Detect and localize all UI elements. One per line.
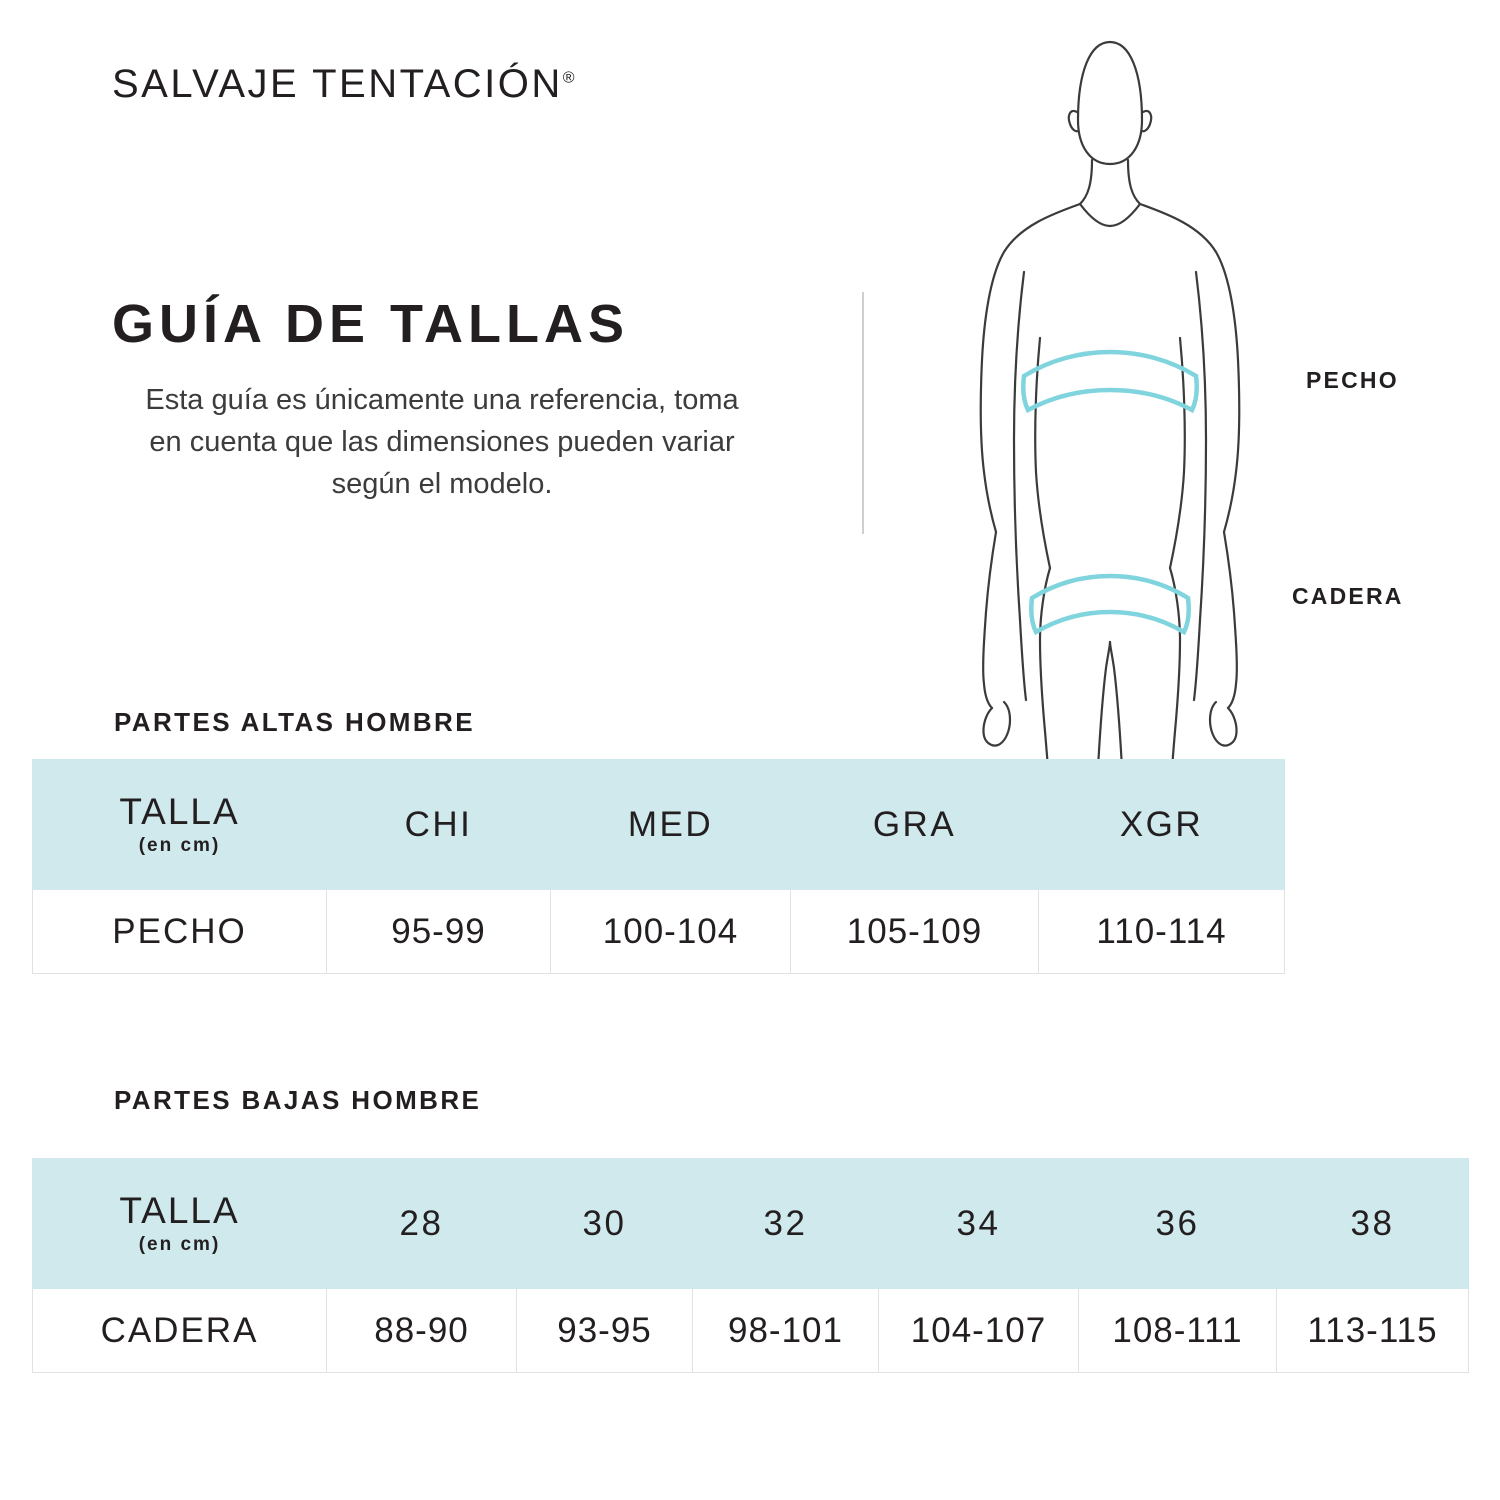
header-size-med: MED xyxy=(551,760,791,890)
header-size-xgr: XGR xyxy=(1039,760,1285,890)
table-header-row xyxy=(33,760,1285,890)
section-caption-upper: PARTES ALTAS HOMBRE xyxy=(114,707,475,737)
header-size-38: 38 xyxy=(1277,1159,1469,1289)
registered-mark: ® xyxy=(562,69,575,87)
header-talla xyxy=(33,1159,327,1289)
cell-cadera-32: 98-101 xyxy=(693,1289,879,1373)
cell-cadera-38: 113-115 xyxy=(1277,1289,1469,1373)
male-body-figure xyxy=(940,20,1280,780)
header-talla-label: TALLA xyxy=(119,1190,240,1232)
page-title: GUÍA DE TALLAS xyxy=(112,294,629,354)
table-row xyxy=(33,1289,1469,1373)
table-header-row xyxy=(33,1159,1469,1289)
row-label-pecho: PECHO xyxy=(33,890,327,974)
figure-label-chest: PECHO xyxy=(1306,367,1399,393)
header-talla-label: TALLA xyxy=(119,791,240,833)
cell-cadera-28: 88-90 xyxy=(327,1289,517,1373)
cell-cadera-30: 93-95 xyxy=(517,1289,693,1373)
cell-cadera-34: 104-107 xyxy=(879,1289,1079,1373)
header-size-chi: CHI xyxy=(327,760,551,890)
table-row xyxy=(33,890,1285,974)
cell-pecho-xgr: 110-114 xyxy=(1039,890,1285,974)
header-size-gra: GRA xyxy=(791,760,1039,890)
cell-pecho-gra: 105-109 xyxy=(791,890,1039,974)
section-caption-lower: PARTES BAJAS HOMBRE xyxy=(114,1085,482,1115)
header-talla xyxy=(33,760,327,890)
cell-pecho-chi: 95-99 xyxy=(327,890,551,974)
header-size-34: 34 xyxy=(879,1159,1079,1289)
header-size-30: 30 xyxy=(517,1159,693,1289)
intro-block xyxy=(112,296,772,505)
size-table-upper xyxy=(32,759,1285,974)
header-talla-unit: (en cm) xyxy=(138,1233,221,1255)
header-size-28: 28 xyxy=(327,1159,517,1289)
intro-description: Esta guía es únicamente una referencia, toma en cuenta que las dimensiones pueden variar según el modelo. xyxy=(145,383,739,500)
cell-cadera-36: 108-111 xyxy=(1079,1289,1277,1373)
header-size-32: 32 xyxy=(693,1159,879,1289)
row-label-cadera: CADERA xyxy=(33,1289,327,1373)
header-size-36: 36 xyxy=(1079,1159,1277,1289)
brand-name: SALVAJE TENTACIÓN xyxy=(112,62,563,106)
size-table-lower xyxy=(32,1158,1469,1373)
cell-pecho-med: 100-104 xyxy=(551,890,791,974)
header-talla-unit: (en cm) xyxy=(138,834,221,856)
brand-logo xyxy=(112,62,575,107)
figure-label-hip: CADERA xyxy=(1292,583,1404,609)
vertical-divider xyxy=(862,292,864,534)
